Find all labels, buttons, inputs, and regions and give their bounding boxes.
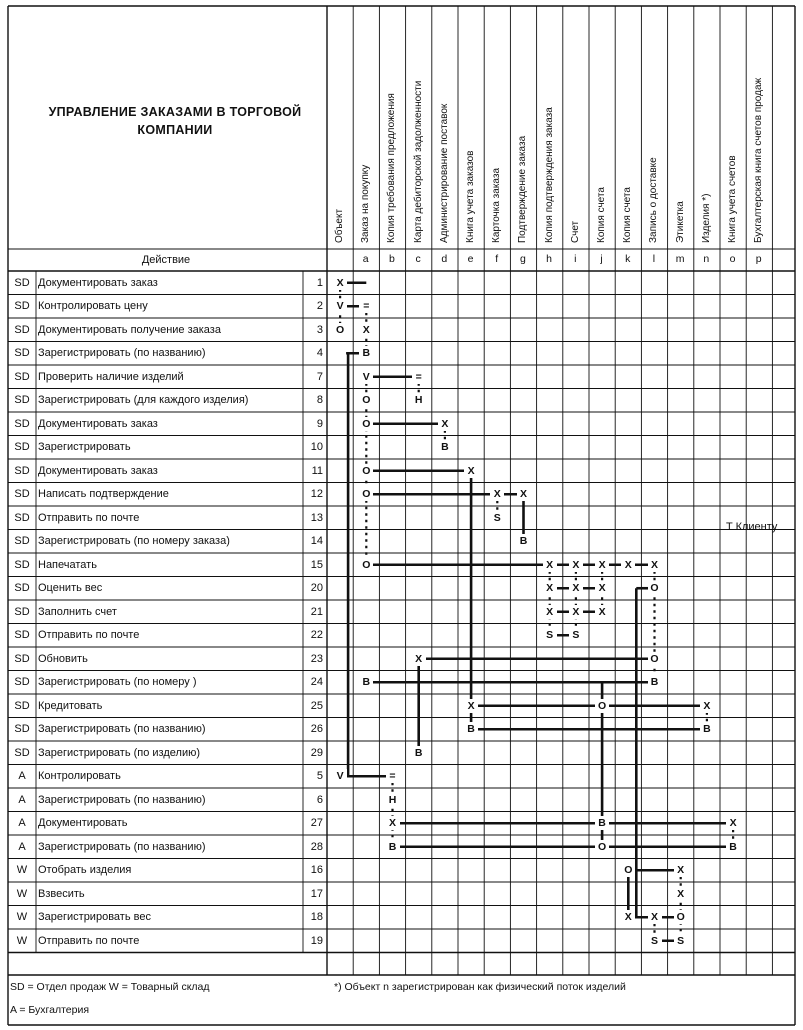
matrix-mark: O bbox=[595, 840, 609, 854]
row-action: Проверить наличие изделий bbox=[38, 370, 184, 383]
column-letter: b bbox=[388, 253, 395, 265]
row-dept: SD bbox=[14, 464, 30, 477]
matrix-mark: S bbox=[569, 628, 583, 642]
row-number: 10 bbox=[310, 441, 323, 453]
matrix-mark: X bbox=[674, 887, 688, 901]
row-number: 22 bbox=[310, 629, 323, 641]
matrix-mark: B bbox=[648, 675, 662, 689]
matrix-mark: X bbox=[517, 487, 531, 501]
row-number: 23 bbox=[310, 652, 323, 665]
legend-sd-w: SD = Отдел продаж W = Товарный склад bbox=[10, 981, 210, 993]
column-label: Подтверждение заказа bbox=[517, 135, 529, 243]
row-dept: SD bbox=[14, 629, 30, 641]
column-label: Запись о доставке bbox=[648, 157, 660, 243]
column-letter: p bbox=[755, 253, 762, 265]
row-dept: W bbox=[16, 887, 28, 900]
annotation-to-client: T Клиенту bbox=[726, 521, 778, 533]
column-letter: j bbox=[600, 253, 603, 265]
matrix-mark: X bbox=[438, 417, 452, 431]
column-label: Копия счета bbox=[596, 187, 607, 243]
row-action: Зарегистрировать bbox=[38, 441, 131, 453]
matrix-mark: B bbox=[517, 534, 531, 548]
column-label: Книга учета счетов bbox=[727, 155, 738, 243]
matrix-mark: O bbox=[648, 652, 662, 666]
matrix-mark: B bbox=[464, 722, 478, 736]
matrix-mark: V bbox=[359, 370, 373, 384]
column-label: Карта дебиторской задолженности bbox=[412, 80, 424, 243]
row-number: 18 bbox=[310, 911, 323, 923]
matrix-mark: = bbox=[359, 299, 373, 313]
row-number: 24 bbox=[310, 676, 323, 688]
matrix-mark: O bbox=[359, 558, 373, 572]
matrix-mark: X bbox=[569, 558, 583, 572]
column-label: Книга учета заказов bbox=[465, 150, 476, 243]
matrix-mark: O bbox=[648, 581, 662, 595]
row-dept: SD bbox=[14, 723, 30, 735]
row-number: 3 bbox=[316, 323, 323, 336]
row-dept: SD bbox=[14, 276, 30, 289]
column-label: Копия подтверждения заказа bbox=[543, 107, 555, 243]
page-title: УПРАВЛЕНИЕ ЗАКАЗАМИ В ТОРГОВОЙ КОМПАНИИ bbox=[48, 105, 302, 137]
row-action: Документировать заказ bbox=[38, 417, 158, 430]
column-label: Копия требования предложения bbox=[386, 93, 398, 243]
row-dept: SD bbox=[14, 652, 30, 665]
row-dept: SD bbox=[14, 511, 30, 524]
row-dept: SD bbox=[14, 558, 30, 571]
matrix-mark: = bbox=[386, 769, 400, 783]
matrix-mark: H bbox=[412, 393, 426, 407]
column-letter: d bbox=[441, 253, 448, 265]
row-action: Контролировать цену bbox=[38, 300, 148, 312]
row-number: 4 bbox=[316, 347, 323, 359]
row-action: Зарегистрировать (по названию) bbox=[38, 347, 206, 359]
matrix-mark: X bbox=[621, 910, 635, 924]
row-dept: SD bbox=[14, 676, 30, 688]
matrix-mark: S bbox=[543, 628, 557, 642]
column-label: Копия счета bbox=[622, 187, 634, 243]
matrix-mark: X bbox=[543, 605, 557, 619]
row-action: Зарегистрировать (для каждого изделия) bbox=[38, 394, 249, 406]
column-label: Изделия *) bbox=[700, 193, 712, 243]
row-number: 11 bbox=[311, 464, 323, 477]
row-number: 12 bbox=[310, 488, 323, 500]
row-number: 25 bbox=[310, 699, 323, 712]
row-dept: W bbox=[16, 864, 28, 876]
row-action: Зарегистрировать (по названию) bbox=[38, 793, 206, 806]
row-action: Написать подтверждение bbox=[38, 488, 169, 500]
row-number: 5 bbox=[316, 770, 323, 782]
matrix-mark: X bbox=[333, 276, 347, 290]
column-label: Счет bbox=[569, 220, 581, 243]
column-letter: m bbox=[675, 253, 685, 265]
row-action: Отправить по почте bbox=[38, 511, 140, 524]
row-dept: W bbox=[16, 934, 28, 947]
matrix-mark: X bbox=[674, 863, 688, 877]
matrix-mark: B bbox=[438, 440, 452, 454]
row-action: Отправить по почте bbox=[38, 629, 140, 641]
column-letter: e bbox=[467, 253, 474, 265]
row-dept: A bbox=[18, 840, 26, 853]
column-label: Этикетка bbox=[674, 201, 686, 243]
row-action: Контролировать bbox=[38, 770, 121, 782]
row-dept: W bbox=[16, 911, 28, 923]
row-action: Документировать bbox=[38, 817, 128, 829]
column-label: Бухгалтерская книга счетов продаж bbox=[753, 77, 765, 243]
matrix-mark: O bbox=[359, 487, 373, 501]
matrix-mark: X bbox=[621, 558, 635, 572]
column-label: Администрирование поставок bbox=[438, 103, 450, 243]
matrix-mark: B bbox=[700, 722, 714, 736]
matrix-mark: S bbox=[648, 934, 662, 948]
matrix-mark: O bbox=[359, 417, 373, 431]
matrix-mark: S bbox=[674, 934, 688, 948]
column-label: Заказ на покупку bbox=[360, 164, 372, 243]
row-dept: SD bbox=[14, 746, 30, 759]
matrix-mark: B bbox=[726, 840, 740, 854]
column-letter: k bbox=[625, 253, 631, 265]
row-action: Обновить bbox=[38, 652, 88, 665]
row-dept: A bbox=[18, 770, 26, 782]
action-column-header: Действие bbox=[141, 254, 191, 266]
column-label: Карточка заказа bbox=[491, 167, 503, 243]
column-letter: i bbox=[574, 253, 577, 265]
matrix-mark: X bbox=[595, 605, 609, 619]
matrix-mark: X bbox=[595, 581, 609, 595]
row-action: Зарегистрировать (по названию) bbox=[38, 723, 206, 735]
matrix-mark: X bbox=[359, 323, 373, 337]
row-action: Зарегистрировать вес bbox=[38, 911, 151, 923]
row-dept: SD bbox=[14, 535, 30, 547]
matrix-mark: X bbox=[700, 699, 714, 713]
row-action: Документировать заказ bbox=[38, 276, 158, 289]
column-letter: f bbox=[495, 253, 499, 265]
row-action: Взвесить bbox=[38, 887, 85, 900]
matrix-mark: O bbox=[359, 393, 373, 407]
row-number: 16 bbox=[310, 864, 323, 876]
row-dept: SD bbox=[14, 394, 30, 406]
column-letter: o bbox=[729, 253, 736, 265]
matrix-mark: O bbox=[674, 910, 688, 924]
row-dept: A bbox=[18, 793, 26, 806]
matrix-mark: B bbox=[412, 746, 426, 760]
row-number: 1 bbox=[316, 276, 323, 289]
row-action: Зарегистрировать (по номеру заказа) bbox=[38, 535, 230, 547]
row-number: 2 bbox=[316, 300, 323, 312]
matrix-mark: O bbox=[333, 323, 347, 337]
matrix-mark: B bbox=[386, 840, 400, 854]
matrix-mark: X bbox=[569, 605, 583, 619]
column-letter: c bbox=[415, 253, 421, 265]
row-number: 9 bbox=[316, 417, 323, 430]
matrix-mark: S bbox=[490, 511, 504, 525]
matrix-mark: X bbox=[648, 910, 662, 924]
matrix-mark: = bbox=[412, 370, 426, 384]
matrix-mark: X bbox=[543, 558, 557, 572]
row-number: 27 bbox=[310, 817, 323, 829]
row-number: 19 bbox=[310, 934, 323, 947]
column-letter: a bbox=[362, 253, 369, 265]
row-action: Напечатать bbox=[38, 558, 97, 571]
matrix-mark: X bbox=[569, 581, 583, 595]
row-number: 28 bbox=[310, 840, 323, 853]
row-number: 29 bbox=[310, 746, 323, 759]
column-label: Объект bbox=[334, 208, 345, 243]
row-number: 20 bbox=[310, 582, 323, 594]
row-number: 14 bbox=[310, 535, 323, 547]
matrix-mark: O bbox=[359, 464, 373, 478]
row-dept: SD bbox=[14, 300, 30, 312]
column-letter: l bbox=[652, 253, 656, 265]
matrix-mark: X bbox=[595, 558, 609, 572]
row-number: 15 bbox=[310, 558, 323, 571]
matrix-mark: X bbox=[412, 652, 426, 666]
matrix-mark: B bbox=[359, 346, 373, 360]
matrix-mark: H bbox=[386, 793, 400, 807]
matrix-mark: B bbox=[595, 816, 609, 830]
row-dept: SD bbox=[14, 323, 30, 336]
row-action: Заполнить счет bbox=[38, 605, 117, 618]
row-action: Кредитовать bbox=[38, 699, 103, 712]
matrix-mark: X bbox=[386, 816, 400, 830]
column-letter: h bbox=[546, 253, 553, 265]
matrix-mark: B bbox=[359, 675, 373, 689]
matrix-mark: V bbox=[333, 769, 347, 783]
row-number: 8 bbox=[316, 394, 323, 406]
row-dept: SD bbox=[14, 347, 30, 359]
matrix-mark: X bbox=[464, 699, 478, 713]
row-number: 17 bbox=[310, 887, 323, 900]
row-number: 6 bbox=[316, 793, 323, 806]
matrix-mark: X bbox=[490, 487, 504, 501]
row-number: 7 bbox=[316, 370, 323, 383]
row-number: 21 bbox=[310, 605, 323, 618]
matrix-mark: O bbox=[595, 699, 609, 713]
column-letter: n bbox=[703, 253, 710, 265]
legend-a: A = Бухгалтерия bbox=[10, 1004, 90, 1016]
row-dept: A bbox=[18, 817, 26, 829]
row-number: 13 bbox=[310, 511, 323, 524]
legend-note: *) Объект n зарегистрирован как физический поток изделий bbox=[334, 981, 626, 993]
matrix-mark: X bbox=[464, 464, 478, 478]
row-dept: SD bbox=[14, 699, 30, 712]
row-dept: SD bbox=[14, 370, 30, 383]
row-action: Отправить по почте bbox=[38, 934, 140, 947]
row-action: Документировать заказ bbox=[38, 464, 158, 477]
row-action: Документировать получение заказа bbox=[38, 323, 221, 336]
matrix-mark: X bbox=[543, 581, 557, 595]
matrix-mark: X bbox=[726, 816, 740, 830]
row-dept: SD bbox=[14, 605, 30, 618]
row-action: Зарегистрировать (по изделию) bbox=[38, 746, 200, 759]
row-dept: SD bbox=[14, 417, 30, 430]
row-dept: SD bbox=[14, 488, 30, 500]
matrix-mark: O bbox=[621, 863, 635, 877]
row-number: 26 bbox=[310, 723, 323, 735]
row-action: Отобрать изделия bbox=[38, 864, 132, 876]
matrix-mark: V bbox=[333, 299, 347, 313]
row-action: Оценить вес bbox=[38, 582, 103, 594]
matrix-mark: X bbox=[648, 558, 662, 572]
row-dept: SD bbox=[14, 441, 30, 453]
row-dept: SD bbox=[14, 582, 30, 594]
row-action: Зарегистрировать (по названию) bbox=[38, 840, 206, 853]
column-letter: g bbox=[519, 253, 526, 265]
row-action: Зарегистрировать (по номеру ) bbox=[38, 676, 197, 688]
